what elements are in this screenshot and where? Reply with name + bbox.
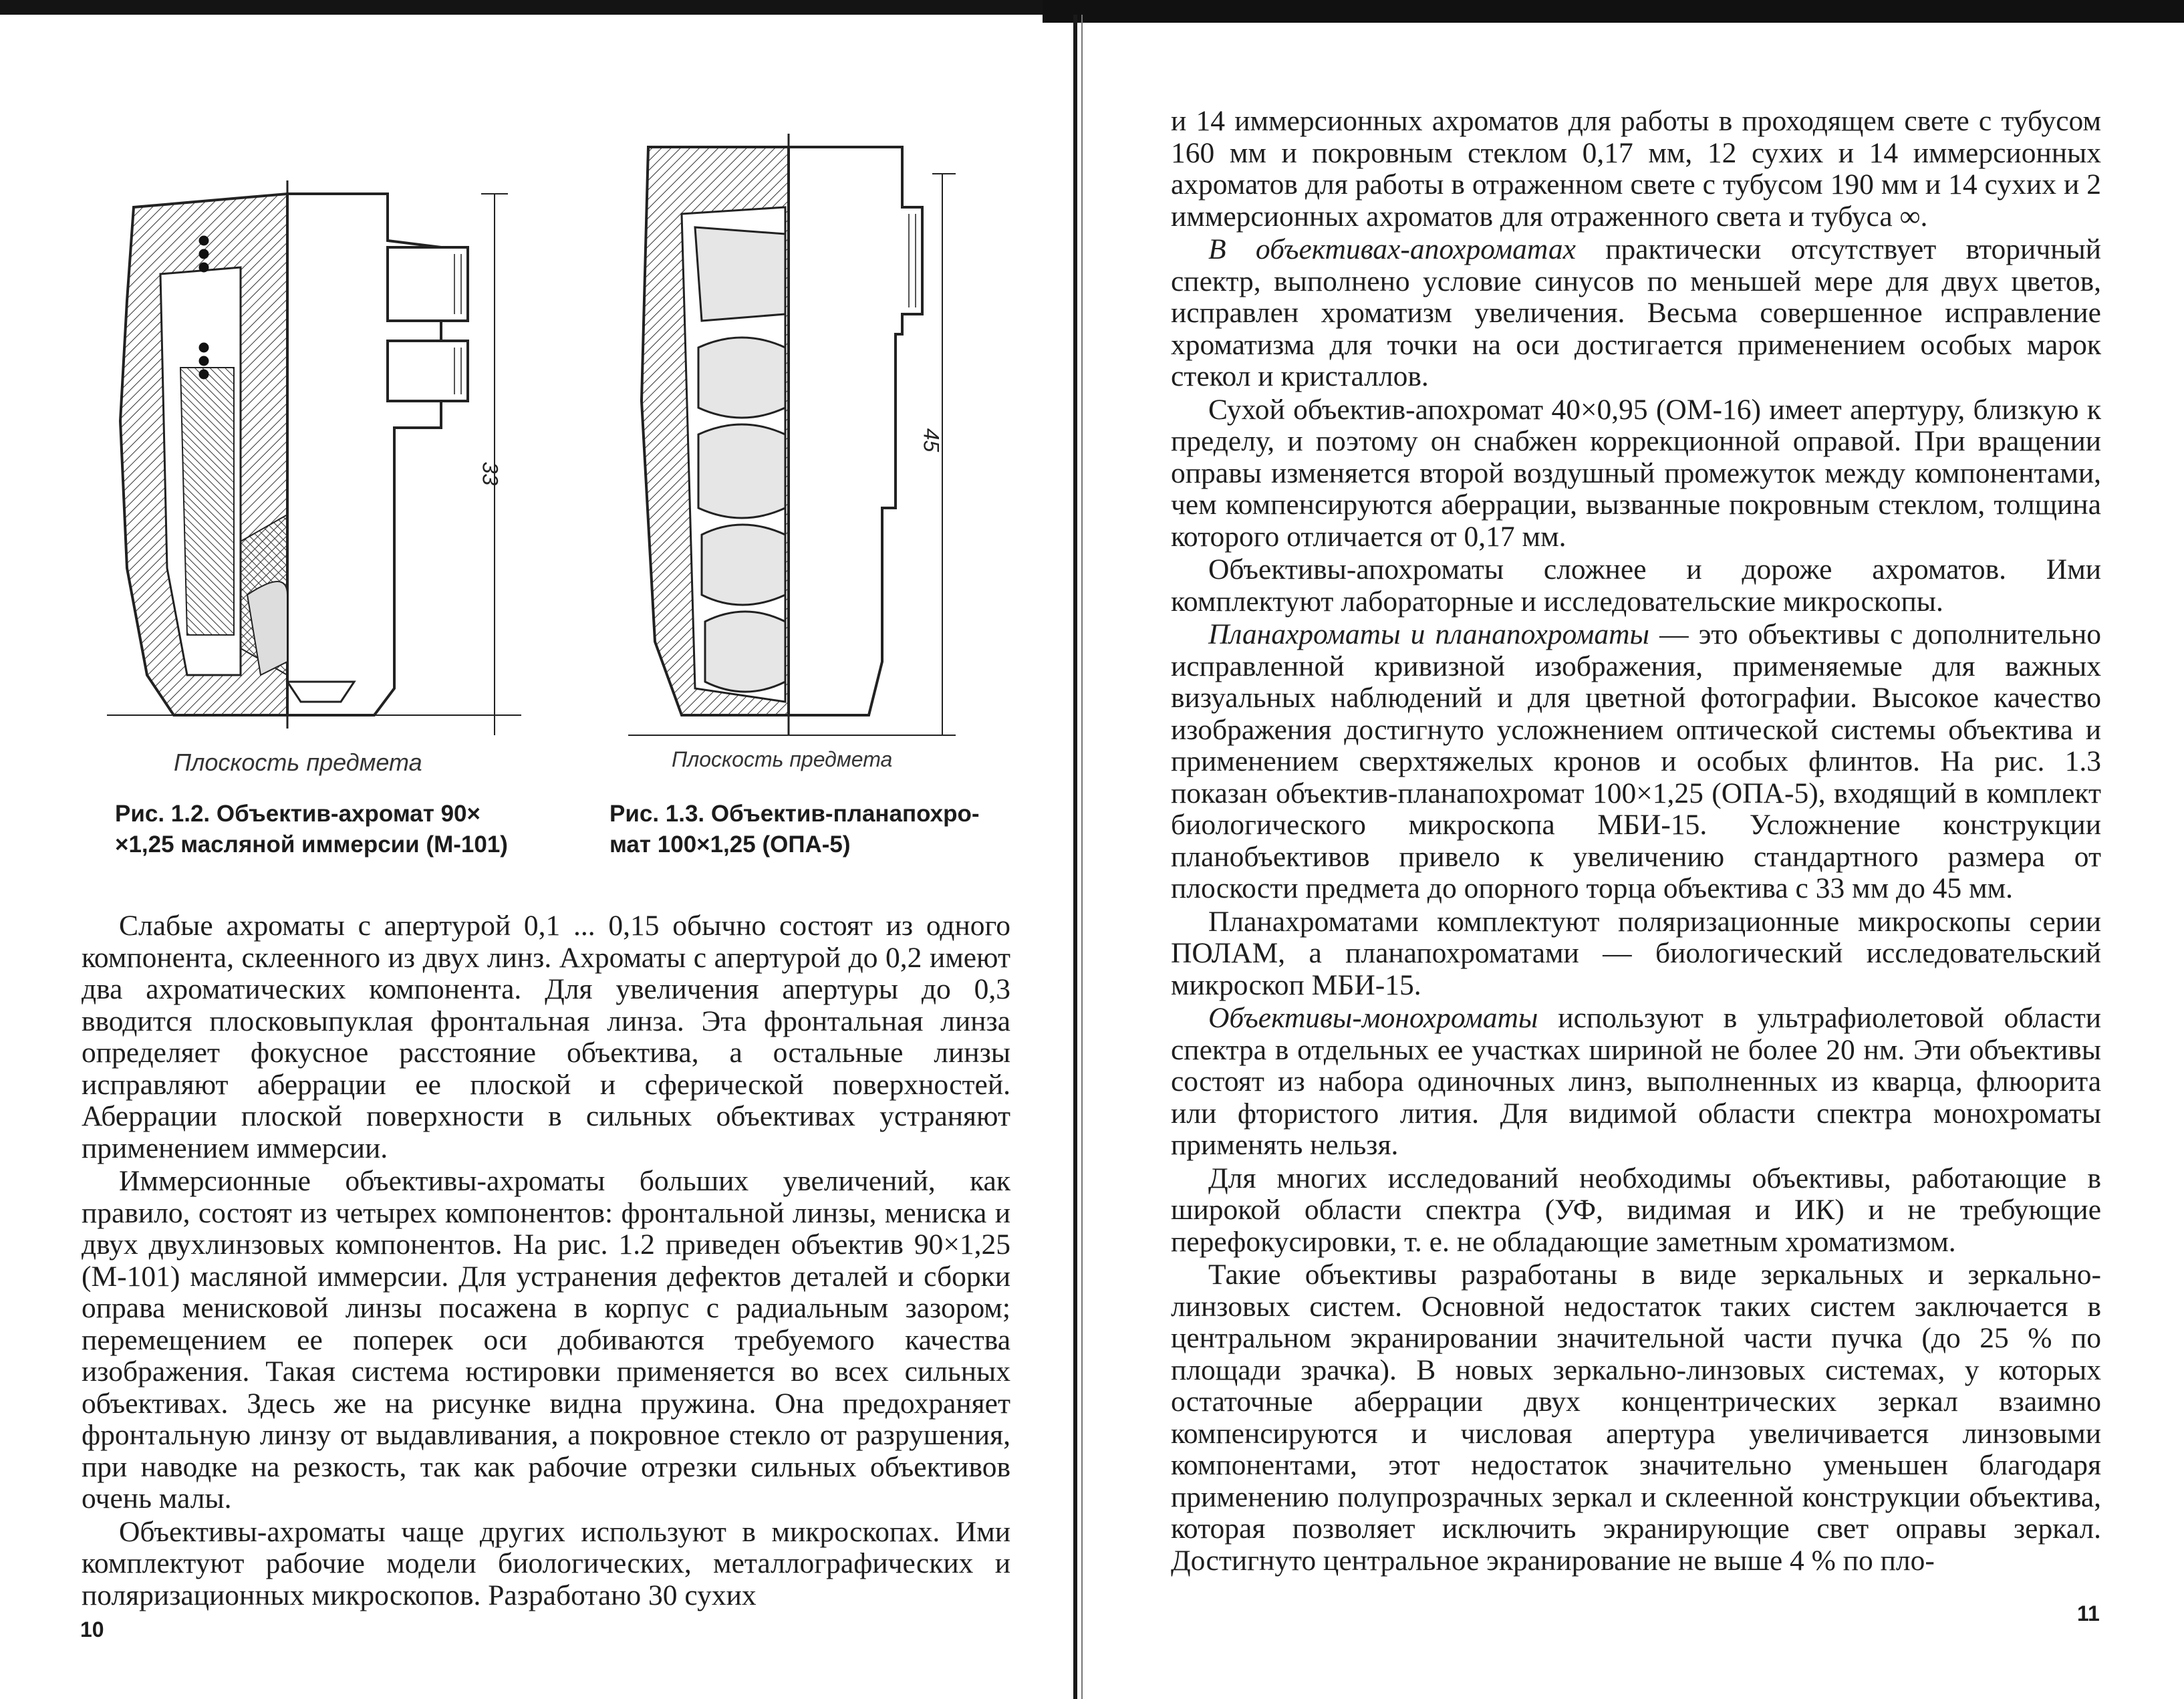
right-paragraph-text: — это объективы с дополнительно исправленной кривизной изображения, применяемые для важных визуальных наблюдений и для цветной фотографии. Высокое качество изображения достигнуто усложнением оптической системы объектива и применением сверхтяжелых кронов и особых флинтов. На рис. 1.3 показан объектив-планапохромат 100×1,25 (ОПА-5), входящий в комплект биологического микроскопа МБИ-15. Усложнение конструкции планобъективов привело к увеличению стандартного размера от плоскости предмета до опорного торца объектива с 33 мм до 45 мм. xyxy=(1171,618,2101,904)
right-paragraph-text: практически отсутствует вторичный спектр, выполнено условие синусов по меньшей мере для двух цветов, исправлен хроматизм увеличения. Весьма совершенное исправление хроматизма для точки на оси достигается применением особых марок стекол и кристаллов. xyxy=(1171,233,2101,392)
left-paragraph: Объективы-ахроматы чаще других используют в микроскопах. Ими комплектуют рабочие модели биологических, металлографических и поляризационных микроскопов. Разработано 30 сухих xyxy=(82,1515,1010,1611)
figure-1-3-objective-drawing xyxy=(628,134,962,749)
right-paragraph xyxy=(1171,619,2101,905)
figure-1-2-objective-drawing xyxy=(107,167,535,735)
figure-1-3-dimension-label: 45 xyxy=(919,428,944,452)
figure-1-3-caption-line2: мат 100×1,25 (ОПА-5) xyxy=(609,831,851,858)
right-page-body-text xyxy=(1171,106,2101,1577)
figure-1-2-object-plane-label: Плоскость предмета xyxy=(174,749,422,776)
right-paragraph: Такие объективы разработаны в виде зеркальных и зеркально-линзовых систем. Основной недостаток таких систем заключается в центральном экранировании значительной части пучка (до 25 % по площади зрачка). В новых зеркально-линзовых системах, у которых остаточные аберрации двух концентрических зеркал взаимно компенсируются и числовая апертура увеличивается линзовыми компонентами, этот недостаток значительно уменьшен благодаря применению полупрозрачных зеркал и склеенной конструкции объектива, которая позволяет исключить экранирующие свет оправы зеркал. Достигнуто центральное экранирование не выше 4 % по пло- xyxy=(1171,1259,2101,1577)
figure-1-2-caption xyxy=(115,799,508,860)
term-planachromats: Планахроматы и планапохроматы xyxy=(1208,618,1650,650)
book-gutter-line xyxy=(1081,15,1083,1699)
left-page-body-text xyxy=(82,910,1010,1611)
left-paragraph: Слабые ахроматы с апертурой 0,1 ... 0,15 обычно состоят из одного компонента, склеенного из двух линз. Ахроматы с апертурой до 0,2 имеют два ахроматических компонента. Для увеличения апертуры до 0,3 вводится плосковыпуклая фронтальная линза. Эта фронтальная линза определяет фокусное расстояние объектива, а остальные линзы исправляют аберрации ее плоской и сферической поверхностей. Аберрации плоской поверхности в сильных объективах устраняют применением иммерсии. xyxy=(82,910,1010,1164)
right-paragraph xyxy=(1171,234,2101,393)
figure-1-2-caption-line1: Рис. 1.2. Объектив-ахромат 90× xyxy=(115,801,481,827)
figure-1-3-caption xyxy=(609,799,980,860)
right-paragraph: и 14 иммерсионных ахроматов для работы в проходящем свете с тубусом 160 мм и покровным стеклом 0,17 мм, 12 сухих и 14 иммерсионных ахроматов для работы в отраженном свете с тубусом 190 мм и 14 сухих и 2 иммерсионных ахроматов для отраженного света и тубуса ∞. xyxy=(1171,105,2101,233)
right-paragraph: Для многих исследований необходимы объективы, работающие в широкой области спектра (УФ, видимая и ИК) и не требующие перефокусировки, т. е. не обладающие заметным хроматизмом. xyxy=(1171,1162,2101,1258)
book-gutter xyxy=(1073,15,1077,1699)
scan-top-edge-right xyxy=(1043,0,2184,23)
right-paragraph: Объективы-апохроматы сложнее и дороже ахроматов. Ими комплектуют лабораторные и исследовательские микроскопы. xyxy=(1171,553,2101,618)
right-paragraph: Планахроматами комплектуют поляризационные микроскопы серии ПОЛАМ, а планапохроматами — биологический исследовательский микроскоп МБИ-15. xyxy=(1171,905,2101,1001)
figure-1-3-caption-line1: Рис. 1.3. Объектив-планапохро- xyxy=(609,801,980,827)
term-apochromats: В объективах-апохроматах xyxy=(1208,233,1576,265)
figure-1-2-caption-line2: ×1,25 масляной иммерсии (М-101) xyxy=(115,831,508,858)
right-paragraph: Сухой объектив-апохромат 40×0,95 (ОМ-16) имеет апертуру, близкую к пределу, и поэтому он снабжен коррекционной оправой. При вращении оправы изменяется второй воздушный промежуток между компонентами, чем компенсируются аберрации, вызванные покровным стеклом, толщина которого отличается от 0,17 мм. xyxy=(1171,393,2101,553)
left-page-number: 10 xyxy=(80,1617,104,1642)
figure-1-3-object-plane-label: Плоскость предмета xyxy=(672,747,893,771)
right-paragraph-text: используют в ультрафиолетовой области спектра в отдельных ее участках шириной не более 20 нм. Эти объективы состоят из набора одиночных линз, выполненных из кварца, флюорита или фтористого лития. Для видимой области спектра монохроматы применять нельзя. xyxy=(1171,1002,2101,1161)
term-monochromats: Объективы-монохроматы xyxy=(1208,1002,1538,1034)
left-paragraph: Иммерсионные объективы-ахроматы больших увеличений, как правило, состоят из четырех компонентов: фронтальной линзы, мениска и двух двухлинзовых компонентов. На рис. 1.2 приведен объектив 90×1,25 (М-101) масляной иммерсии. Для устранения дефектов деталей и сборки оправа менисковой линзы посажена в корпус с радиальным зазором; перемещением ее поперек оси добиваются требуемого качества изображения. Такая система юстировки применяется во всех сильных объективах. Здесь же на рисунке видна пружина. Она предохраняет фронтальную линзу от выдавливания, а покровное стекло от разрушения, при наводке на резкость, так как рабочие отрезки сильных объективов очень малы. xyxy=(82,1165,1010,1515)
right-page-number: 11 xyxy=(2077,1601,2100,1625)
figure-1-2-dimension-label: 33 xyxy=(478,461,503,486)
right-paragraph xyxy=(1171,1003,2101,1162)
